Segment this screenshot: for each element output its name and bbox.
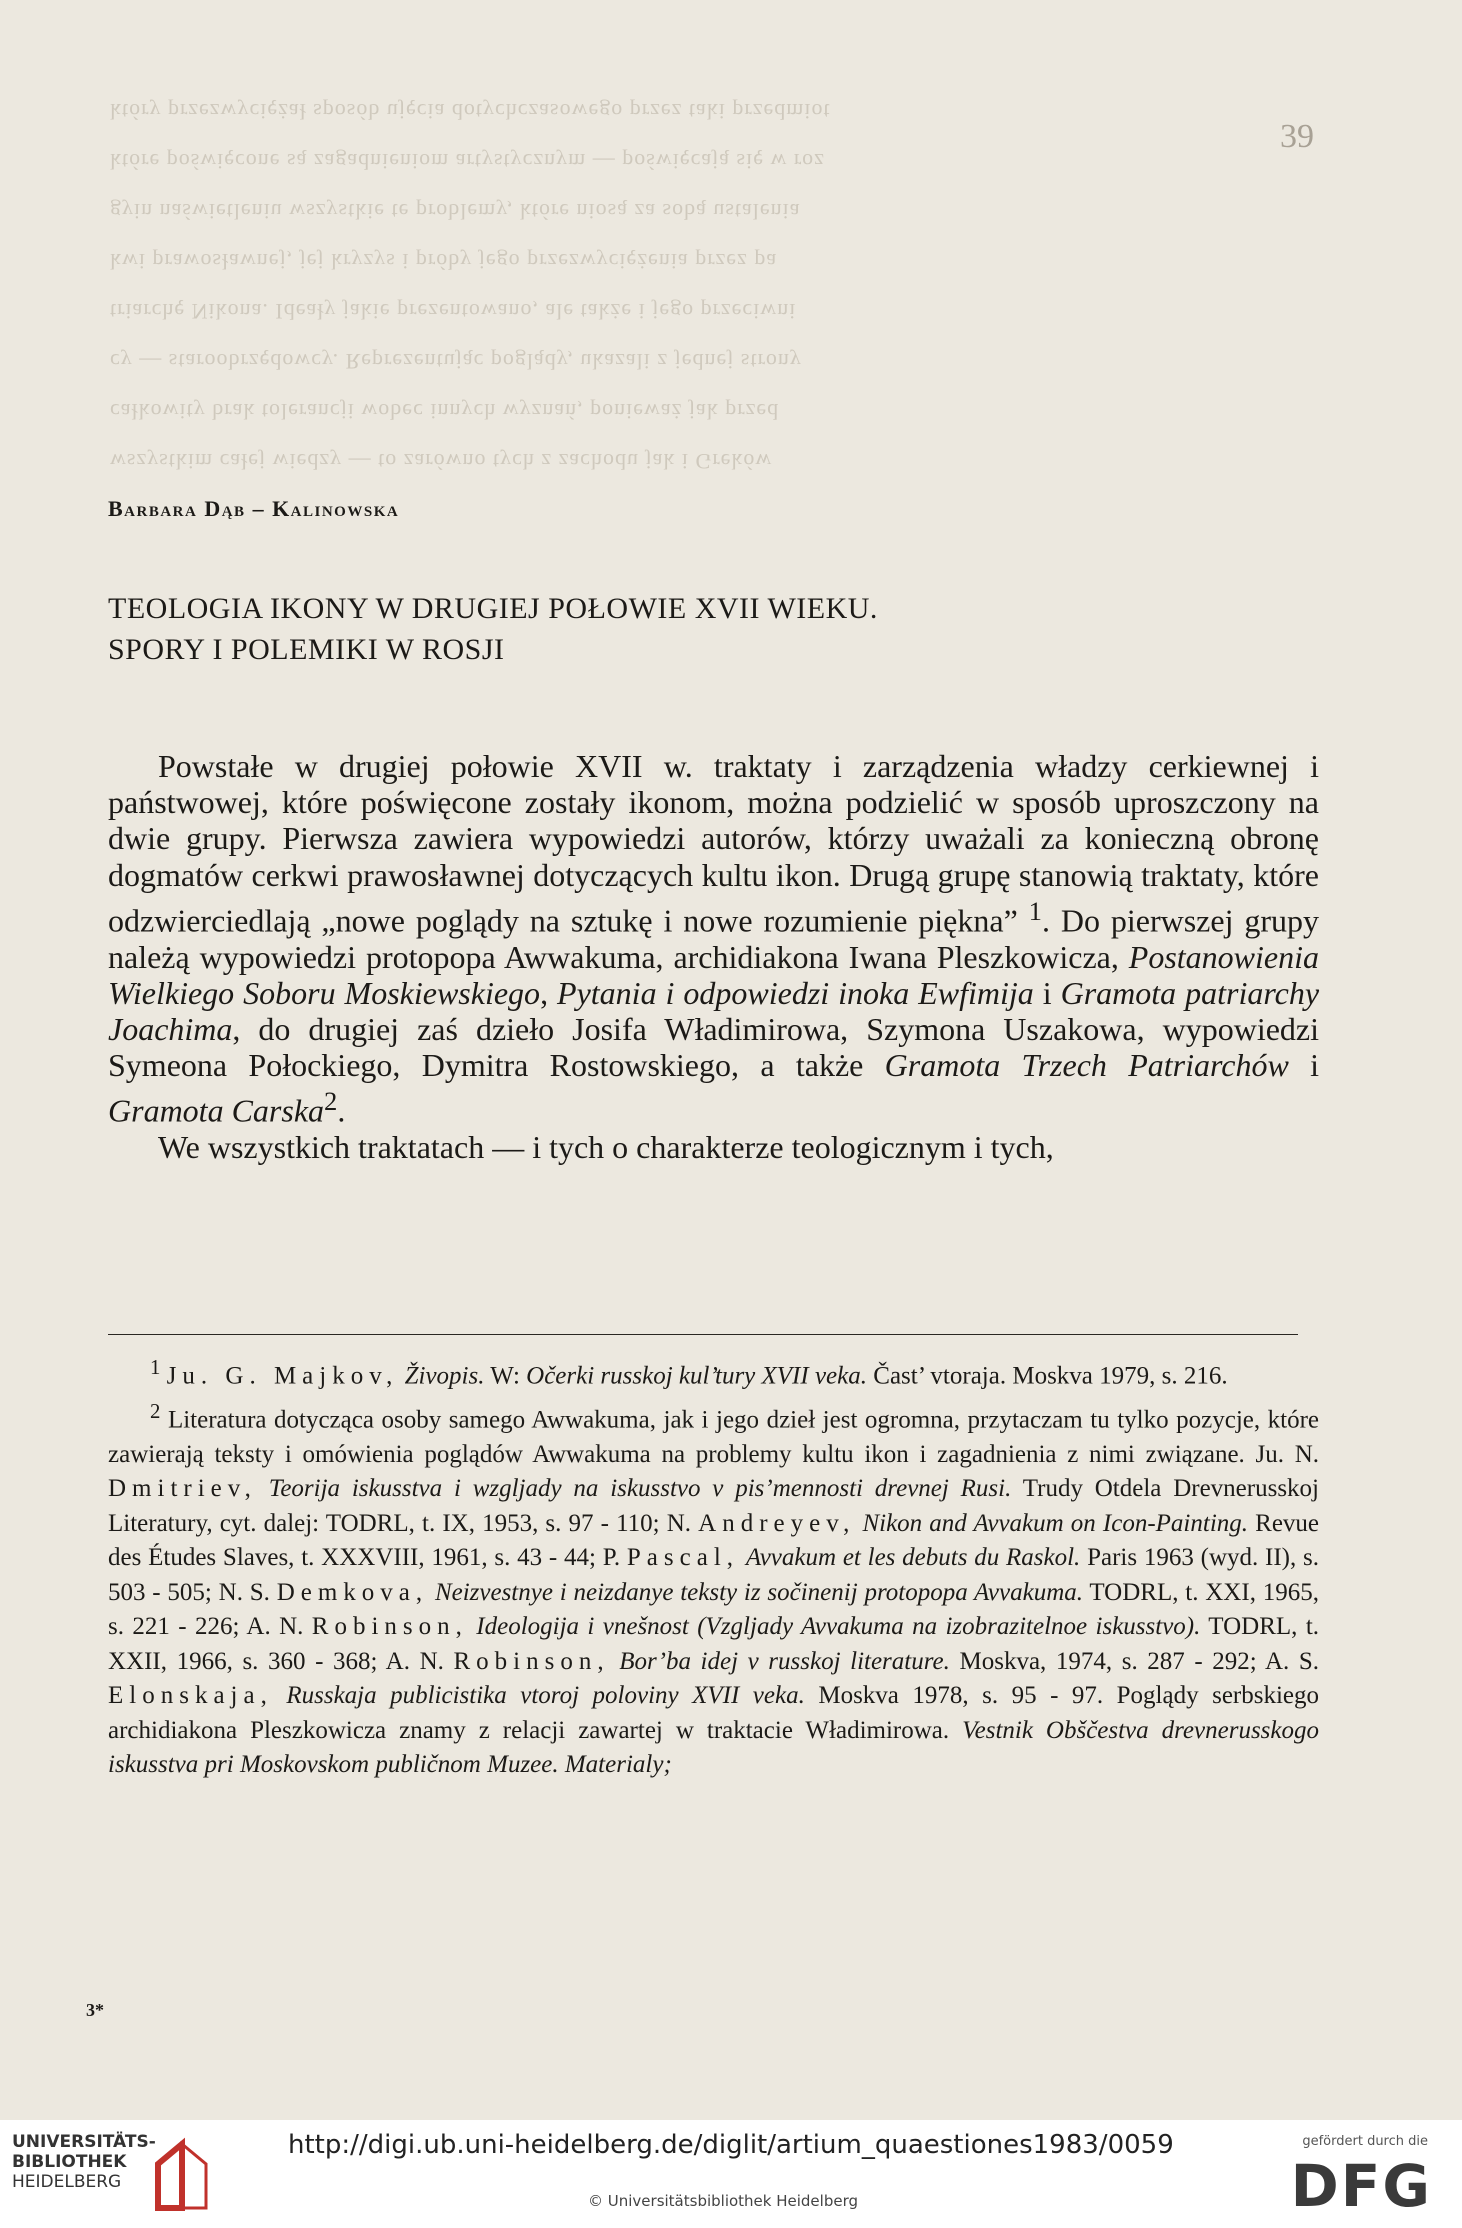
book-logo-icon (152, 2134, 212, 2214)
footnote-text: TODRL, t. XXI, 1965, s. 221 - 226; A. N. (108, 1578, 1319, 1641)
footnote-text: Revue des Études Slaves, t. XXXVIII, 1961, s. 43 - 44; P. (108, 1509, 1320, 1572)
bleed-line: cy — staroobrzędowcy. Reprezentując poglądy, ukazali z jednej strony (110, 349, 802, 374)
work-title: Gramota patriarchy Joachima (108, 974, 1320, 1048)
cited-author: Pascal, (626, 1544, 740, 1572)
body-text: . (337, 1093, 346, 1130)
cited-author: Demkova, (276, 1578, 429, 1606)
body-text: i (1033, 974, 1061, 1011)
cited-title: Ideologija i vnešnost (Vzgljady Avvakuma na izobrazitelnoe iskusstvo). (476, 1613, 1201, 1641)
work-title: Gramota Trzech Patriarchów (884, 1047, 1289, 1084)
footnote-1 (108, 1350, 1319, 1394)
viewer-footer (0, 2120, 1462, 2228)
footnote-ref: 2 (324, 1086, 338, 1117)
bleed-line: całkowity brak tolerancji wobec innych wyznań, ponieważ jak przed (110, 399, 780, 424)
work-title: Gramota Carska (108, 1093, 325, 1130)
cited-title: Avvakum et les debuts du Raskol. (745, 1544, 1081, 1572)
article-body (108, 748, 1319, 1166)
cited-title: Vestnik Obščestva drevnerusskogo iskusstva pri Moskovskom publičnom Muzee. Materialy; (108, 1716, 1320, 1779)
cited-author: Andreyev, (698, 1509, 856, 1537)
article-title (108, 588, 878, 670)
footnote-number: 2 (150, 1398, 161, 1423)
library-name-line: BIBLIOTHEK (12, 2152, 127, 2172)
footnote-text: Moskva 1978, s. 95 - 97. Poglądy serbskiego archidiakona Pleszkowicza znamy z relacji zawartej w traktacie Władimirowa. (108, 1682, 1320, 1744)
footnote-text: Moskva, 1974, s. 287 - 292; A. S. (949, 1647, 1320, 1675)
cited-title: Nikon and Avvakum on Icon-Painting. (862, 1509, 1249, 1537)
footnote-text: Čast’ vtoraja. Moskva 1979, s. 216. (867, 1362, 1228, 1390)
bleed-line: który przezwyciężał sposób ujęcia dotychczasowego przez taki przedmiot (110, 99, 831, 124)
cited-author: Dmitriev, (108, 1475, 257, 1503)
bleed-line: kwi prawosławnej, jej kryzys i próby jego przezwyciężenia przez pa (110, 249, 778, 274)
library-logo[interactable] (12, 2132, 156, 2192)
work-title: Pytania i odpowiedzi inoka Ewfimija (557, 974, 1034, 1011)
signature-mark: 3* (86, 2000, 104, 2020)
page-number: 39 (1280, 118, 1314, 155)
cited-author: Elonskaja, (108, 1682, 273, 1710)
library-name-line: HEIDELBERG (12, 2172, 122, 2192)
bleed-line: wszystkim całej wiedzy — to zarówno tych z zachodu jak i Greków (110, 449, 773, 474)
copyright-notice: © Universitätsbibliothek Heidelberg (588, 2192, 859, 2210)
bleed-line: triarchę Nikona. Ideały jakie prezentowano, ale także i jego przeciwni (110, 299, 797, 324)
cited-title: Russkaja publicistika vtoroj poloviny XVII veka. (286, 1682, 805, 1710)
body-text: , do drugiej zaś dzieło Josifa Władimirowa, Szymona Uszakowa, wypowiedzi Symeona Połockiego, Dymitra Rostowskiego, a także (108, 1011, 1319, 1084)
cited-author: Robinson, (453, 1647, 610, 1675)
cited-title: Teorija iskusstva i wzgljady na iskusstvo v pis’mennosti drevnej Rusi. (268, 1475, 1012, 1503)
body-text: i (1288, 1047, 1320, 1084)
body-paragraph (108, 748, 1319, 1129)
cited-title: Živopis. (404, 1362, 485, 1390)
title-line: SPORY I POLEMIKI W ROSJI (108, 633, 505, 666)
body-paragraph: We wszystkich traktatach — i tych o charakterze teologicznym i tych, (158, 1129, 1054, 1166)
footnote-text: Trudy Otdela Drevnerusskoj Literatury, cyt. dalej: TODRL, t. IX, 1953, s. 97 - 110; N. (108, 1475, 1320, 1537)
permalink-url[interactable]: http://digi.ub.uni-heidelberg.de/diglit/artium_quaestiones1983/0059 (288, 2130, 1174, 2160)
bleed-line: które poświęcone są zagadnieniom artystycznym — poświęcają się w roz (110, 149, 825, 174)
cited-title: Neizvestnye i neizdanye teksty iz sočinenij protopopa Avvakuma. (434, 1578, 1084, 1606)
footnote-divider (108, 1334, 1298, 1335)
footnotes (108, 1350, 1319, 1783)
footnote-text: W: (484, 1362, 527, 1390)
body-text: . Do pierwszej grupy należą wypowiedzi protopopa Awwakuma, archidiakona Iwana Pleszkowicza, (108, 902, 1320, 975)
cited-author: Robinson, (311, 1613, 468, 1641)
work-title: Postanowienia Wielkiego Soboru Moskiewskiego (108, 938, 1319, 1011)
title-line: TEOLOGIA IKONY W DRUGIEJ POŁOWIE XVII WIEKU. (108, 592, 878, 625)
funding-label: gefördert durch die (1302, 2134, 1428, 2149)
cited-title: Bor’ba idej v russkoj literature. (619, 1647, 950, 1675)
cited-author: Ju. G. Majkov, (166, 1362, 399, 1390)
footnote-ref: 1 (1028, 895, 1042, 926)
dfg-logo[interactable]: DFG (1290, 2152, 1432, 2220)
body-text: Powstałe w drugiej połowie XVII w. traktaty i zarządzenia władzy cerkiewnej i państwowej, które poświęcone zostały ikonom, można podzielić w sposób uproszczony na dwie grupy. Pierwsza zawiera wypowiedzi autorów, którzy uważali za konieczną obronę dogmatów cerkwi prawosławnej dotyczących kultu ikon. Drugą grupę stanowią traktaty, które odzwierciedlają „nowe poglądy na sztukę i nowe rozumienie piękna” (108, 748, 1319, 939)
body-text: , (540, 974, 558, 1011)
library-name-line: UNIVERSITÄTS- (12, 2132, 156, 2152)
article-author: Barbara Dąb – Kalinowska (108, 496, 400, 521)
footnote-number: 1 (150, 1355, 161, 1379)
footnote-2 (108, 1394, 1319, 1783)
footnote-text: Literatura dotycząca osoby samego Awwakuma, jak i jego dzieł jest ogromna, przytaczam tu tylko pozycje, które zawierają teksty i omówienia poglądów Awwakuma na problemy kultu ikon i zagadnienia z nimi związane. Ju. N. (108, 1406, 1320, 1468)
bleed-line: gyin naświetleniu wszystkie te problemy, które niosą za sobą ustalenia (110, 199, 801, 224)
footnote-text: Paris 1963 (wyd. II), s. 503 - 505; N. S. (108, 1544, 1319, 1606)
footnote-text: TODRL, t. XXII, 1966, s. 360 - 368; A. N. (108, 1613, 1320, 1675)
cited-title: Očerki russkoj kul’tury XVII veka. (526, 1362, 868, 1390)
